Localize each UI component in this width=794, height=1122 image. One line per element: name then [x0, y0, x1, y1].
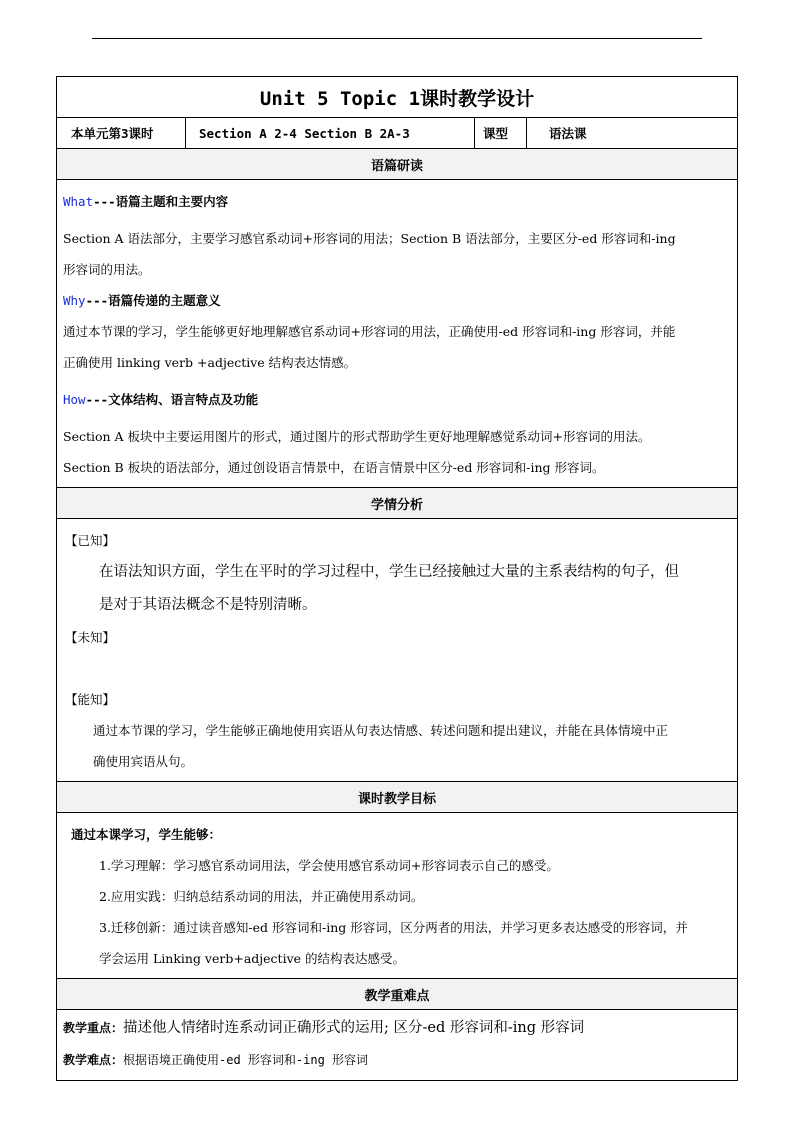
header-rule	[92, 38, 702, 39]
document-title: Unit 5 Topic 1课时教学设计	[57, 77, 737, 118]
why-paragraph-line-1: 通过本节课的学习，学生能够更好地理解感官系动词+形容词的用法，正确使用-ed 形容词和-ing 形容词，并能	[63, 324, 676, 339]
lesson-type-value: 语法课	[549, 126, 587, 141]
teaching-difficulty-label: 教学难点：	[63, 1053, 124, 1067]
lesson-type-label: 课型	[475, 118, 527, 148]
section-heading-reading: 语篇研读	[57, 149, 737, 180]
lesson-number: 本单元第3课时	[57, 118, 186, 148]
section-heading-goals: 课时教学目标	[57, 782, 737, 813]
unknown-label: 【未知】	[65, 630, 116, 645]
able-paragraph-line-2: 确使用宾语从句。	[93, 754, 194, 769]
how-title: ---文体结构、语言特点及功能	[85, 392, 259, 407]
reading-section	[57, 180, 737, 488]
goal-3-line-2: 学会运用 Linking verb+adjective 的结构表达感受。	[99, 951, 406, 966]
how-paragraph-line-2: Section B 板块的语法部分，通过创设语言情景中，在语言情景中区分-ed 形容词和-ing 形容词。	[63, 460, 605, 475]
able-label: 【能知】	[65, 692, 116, 707]
keypoints-section	[57, 1010, 737, 1080]
known-label: 【已知】	[65, 533, 116, 548]
what-title: ---语篇主题和主要内容	[93, 194, 229, 209]
goals-section	[57, 813, 737, 979]
unknown-blank	[65, 653, 731, 684]
section-heading-keypoints: 教学重难点	[57, 979, 737, 1010]
goal-3-line-1: 3.迁移创新：通过读音感知-ed 形容词和-ing 形容词，区分两者的用法，并学习更多表达感受的形容词，并	[99, 920, 688, 935]
able-paragraph-line-1: 通过本节课的学习，学生能够正确地使用宾语从句表达情感、转述问题和提出建议，并能在具体情境中正	[93, 723, 669, 738]
why-heading	[63, 285, 731, 316]
how-keyword: How	[63, 392, 86, 407]
analysis-section	[57, 519, 737, 782]
why-keyword: Why	[63, 293, 86, 308]
teaching-focus	[63, 1012, 731, 1044]
lesson-plan-table	[56, 76, 738, 1081]
goal-1: 1.学习理解：学习感官系动词用法，学会使用感官系动词+形容词表示自己的感受。	[99, 858, 559, 873]
what-paragraph-line-2: 形容词的用法。	[63, 262, 151, 277]
what-heading	[63, 186, 731, 217]
meta-row	[57, 118, 737, 149]
goals-intro: 通过本课学习，学生能够：	[71, 827, 222, 842]
why-paragraph-line-2: 正确使用 linking verb +adjective 结构表达情感。	[63, 355, 357, 370]
how-heading	[63, 384, 731, 415]
lesson-sections: Section A 2-4 Section B 2A-3	[186, 118, 475, 148]
goal-2: 2.应用实践：归纳总结系动词的用法，并正确使用系动词。	[99, 889, 424, 904]
teaching-difficulty-text: 根据语境正确使用-ed 形容词和-ing 形容词	[123, 1053, 369, 1067]
why-title: ---语篇传递的主题意义	[85, 293, 221, 308]
teaching-difficulty	[63, 1044, 731, 1076]
known-paragraph-line-1: 在语法知识方面，学生在平时的学习过程中，学生已经接触过大量的主系表结构的句子，但	[99, 564, 679, 580]
section-heading-analysis: 学情分析	[57, 488, 737, 519]
teaching-focus-text: 描述他人情绪时连系动词正确形式的运用; 区分-ed 形容词和-ing 形容词	[123, 1020, 585, 1036]
known-paragraph-line-2: 是对于其语法概念不是特别清晰。	[99, 597, 317, 613]
teaching-focus-label: 教学重点：	[63, 1021, 124, 1035]
how-paragraph-line-1: Section A 板块中主要运用图片的形式，通过图片的形式帮助学生更好地理解感觉系动词+形容词的用法。	[63, 429, 651, 444]
what-keyword: What	[63, 194, 94, 209]
what-paragraph-line-1: Section A 语法部分，主要学习感官系动词+形容词的用法；Section B 语法部分，主要区分-ed 形容词和-ing	[63, 231, 676, 246]
